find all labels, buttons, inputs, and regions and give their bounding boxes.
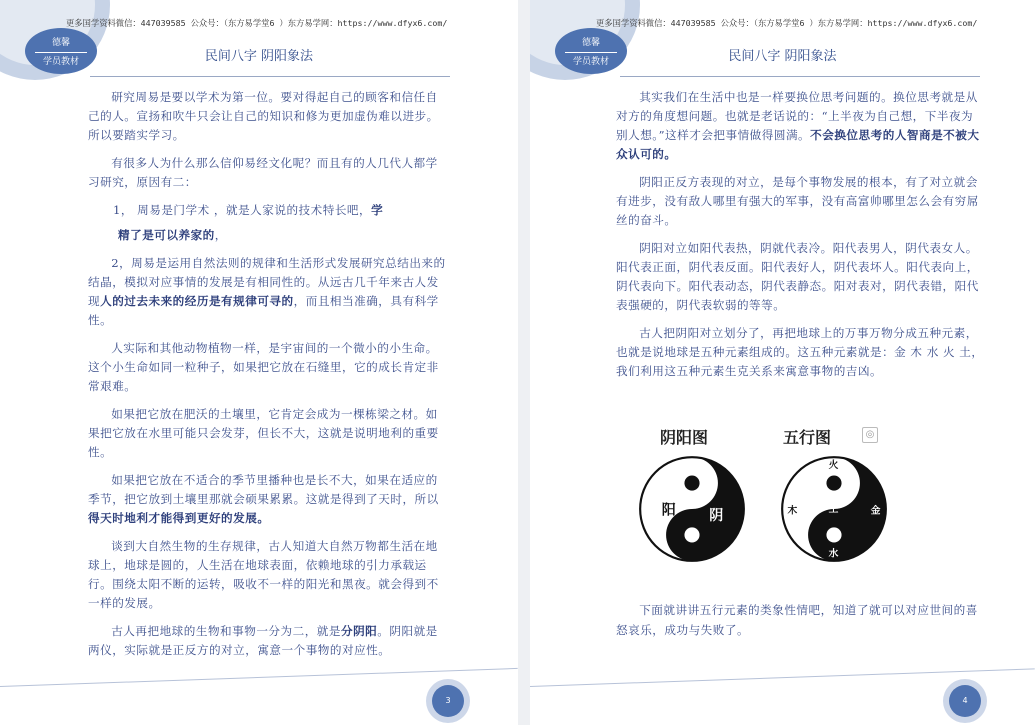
contact-notice: 更多国学资料微信：447039585 公众号：（东方易学堂6 ）东方易学网：https://www.dfyx6.com/ — [596, 18, 978, 28]
wuxing-symbol — [780, 455, 888, 563]
metal-label: 金 — [870, 505, 881, 517]
fire-label: 火 — [828, 459, 839, 471]
badge-subtitle: 学员教材 — [35, 52, 87, 69]
page-number: 3 — [432, 685, 464, 717]
paragraph: 下面就讲讲五行元素的类象性情吧，知道了就可以对应世间的喜怒哀乐，成功与失败了。 — [616, 603, 978, 637]
list-item-1-continued: 精了是可以养家的， — [118, 228, 227, 242]
paragraph: 古人再把地球的生物和事物一分为二，就是分阴阳。阴阳就是两仪，实际就是正反方的对立，寓意一个事物的对应性。 — [88, 624, 438, 657]
document-page-right — [530, 0, 1035, 725]
paragraph: 其实我们在生活中也是一样要换位思考问题的。换位思考就是从对方的角度想问题。也就是老话说的：“上半夜为自己想，下半夜为别人想。”这样才会把事情做得圆满。不会换位思考的人智商是不被大众认可的。 — [616, 90, 980, 161]
paragraph: 古人把阴阳对立划分了，再把地球上的万事万物分成五种元素，也就是说地球是五种元素组成的。这五种元素就是：金 木 水 火 土，我们利用这五种元素生克关系来寓意事物的吉凶。 — [616, 326, 984, 378]
water-label: 水 — [828, 548, 839, 560]
body-text — [88, 88, 448, 669]
paragraph: 人实际和其他动物植物一样，是宇宙间的一个微小的小生命。这个小生命如同一粒种子，如果把它放在石缝里，它的成长肯定非常艰难。 — [88, 341, 439, 393]
paragraph: 如果把它放在肥沃的土壤里，它肯定会成为一棵栋梁之材。如果把它放在水里可能只会发芽，但长不大，这就是说明地利的重要性。 — [88, 407, 439, 459]
yinyang-symbol — [638, 455, 746, 563]
closing-text — [616, 600, 984, 640]
wuxing-diagram-title: 五行图 — [783, 428, 832, 447]
yinyang-diagram-title: 阴阳图 — [660, 428, 709, 447]
wood-label: 木 — [787, 505, 798, 517]
badge-name: 德馨 — [51, 38, 70, 48]
page-title: 民间八字 阴阳象法 — [728, 49, 837, 64]
header-divider — [620, 76, 980, 77]
paragraph: 阴阳正反方表现的对立，是每个事物发展的根本，有了对立就会有进步，没有敌人哪里有强大的军事，没有高富帅哪里怎么会有穷屌丝的奋斗。 — [616, 175, 979, 227]
image-icon[interactable]: ◎ — [862, 427, 878, 443]
page-number: 4 — [949, 685, 981, 717]
body-text — [616, 88, 984, 390]
yin-label: 阴 — [709, 507, 724, 524]
paragraph: 阴阳对立如阳代表热，阴就代表冷。阳代表男人，阴代表女人。阳代表正面，阴代表反面。阳代表好人，阴代表坏人。阳代表向上，阴代表向下。阳代表动态，阴代表静态。阳对表对，阴代表错，阳代表强硬的，阴代表软弱的等等。 — [616, 241, 979, 312]
paragraph: 谈到大自然生物的生存规律，古人知道大自然万物都生活在地球上，地球是圆的，人生活在地球表面，依赖地球的引力承载运行。围绕太阳不断的运转，吸收不一样的阳光和黑夜。就会得到不一样的发展。 — [88, 539, 439, 610]
paragraph: 如果把它放在不适合的季节里播种也是长不大，如果在适应的季节，把它放到土壤里那就会硕果累累。这就是得到了天时，所以得天时地利才能得到更好的发展。 — [88, 473, 439, 525]
page-title: 民间八字 阴阳象法 — [204, 49, 314, 64]
badge-name: 德馨 — [581, 38, 600, 48]
paragraph: 研究周易是要以学术为第一位。要对得起自己的顾客和信任自己的人。宣扬和吹牛只会让自己的知识和修为更加虚伪难以进步。所以要踏实学习。 — [88, 90, 439, 142]
badge-subtitle: 学员教材 — [565, 52, 617, 69]
header-divider — [90, 76, 450, 77]
yang-label: 阳 — [661, 502, 676, 519]
diagram-area — [630, 425, 890, 575]
earth-label: 土 — [828, 504, 839, 516]
paragraph: 有很多人为什么那么信仰易经文化呢？而且有的人几代人都学习研究，原因有二： — [88, 156, 438, 189]
paragraph: 2，周易是运用自然法则的规律和生活形式发展研究总结出来的结晶，模拟对应事情的发展是有相同性的。从远古几千年来古人发现人的过去未来的经历是有规律可寻的，而且相当准确，具有科学性。 — [88, 256, 446, 327]
contact-notice: 更多国学资料微信：447039585 公众号：（东方易学堂6 ）东方易学网：https://www.dfyx6.com/ — [66, 18, 448, 28]
list-item-1: 1， 周易是门学术 ，就是人家说的技术特长吧，学 — [113, 203, 384, 217]
